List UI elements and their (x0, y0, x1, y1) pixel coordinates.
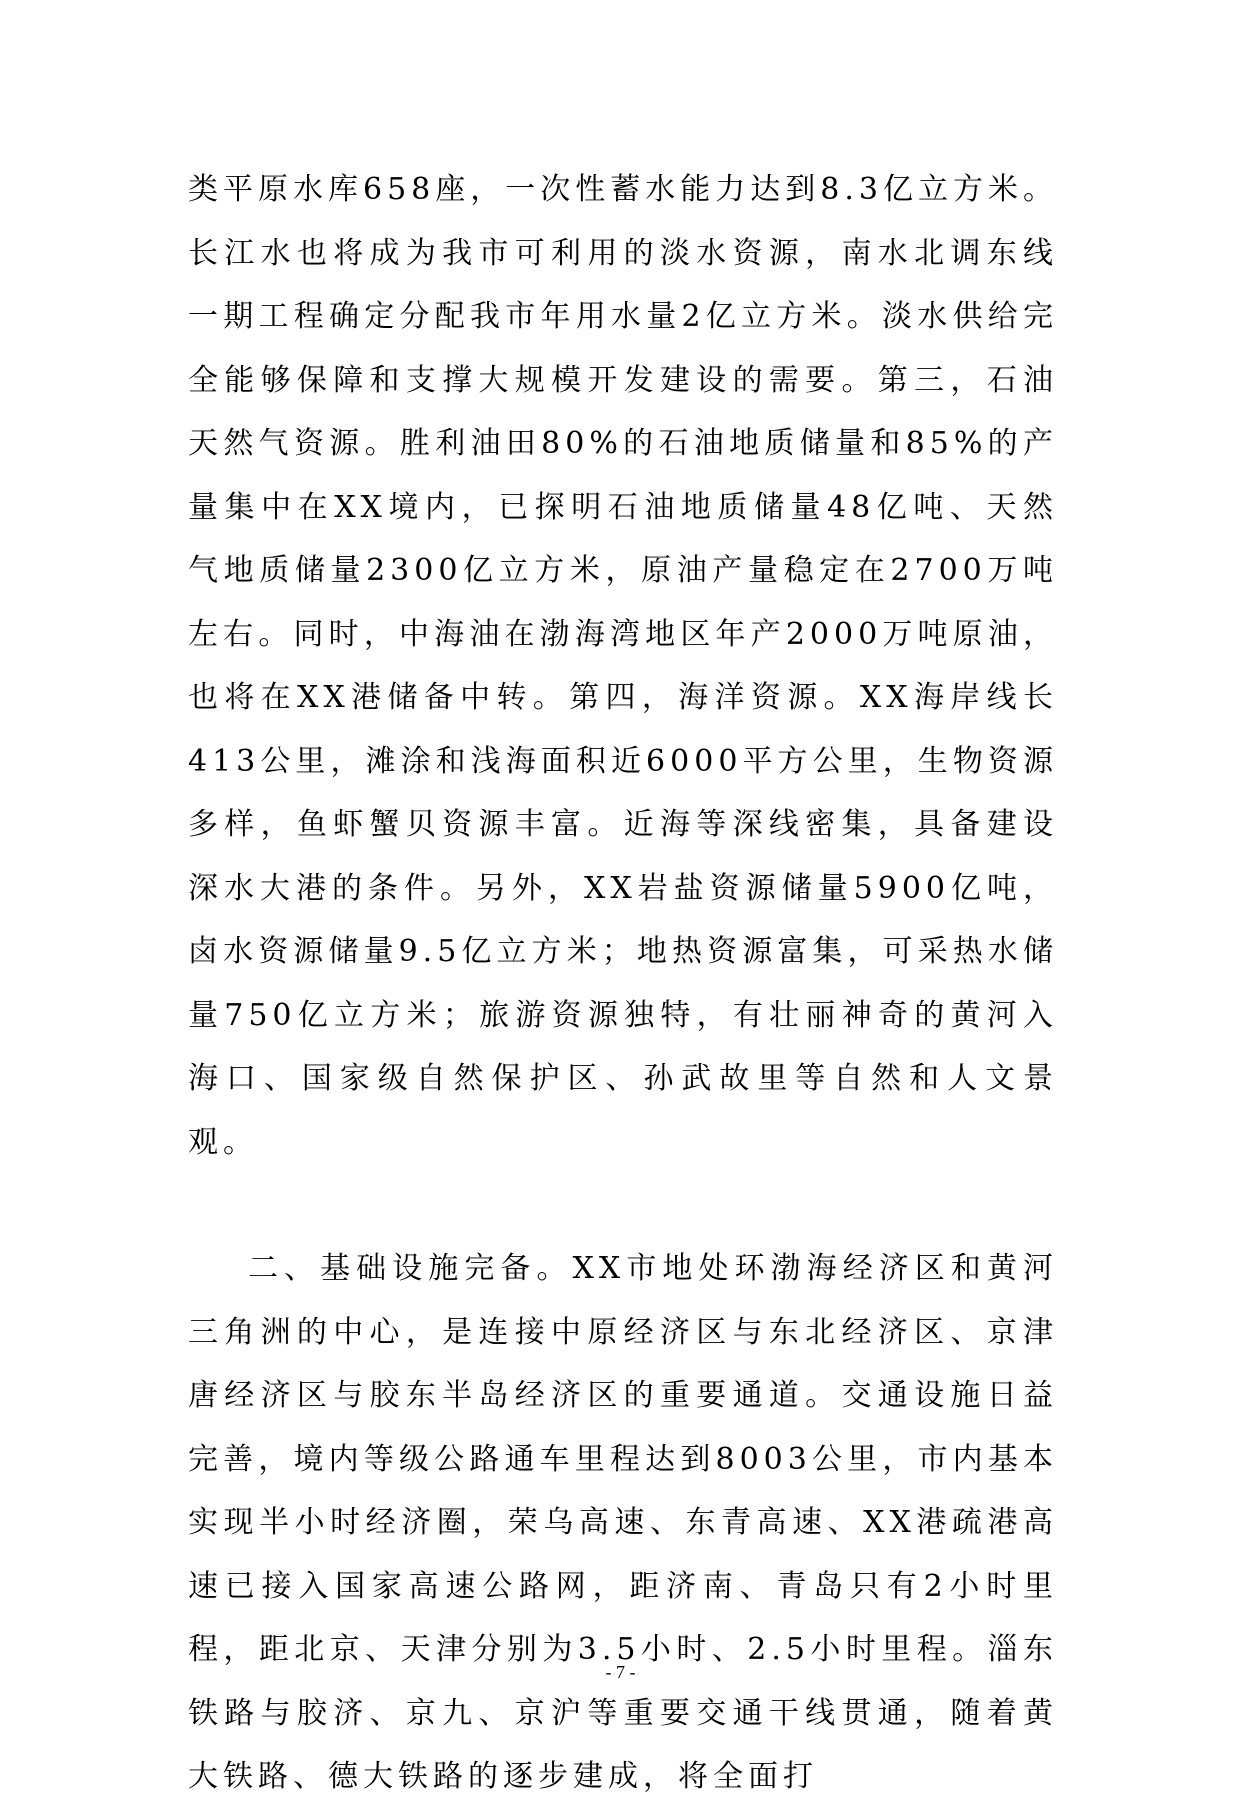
body-text (188, 158, 1058, 1809)
paragraph-infrastructure: 二、基础设施完备。XX市地处环渤海经济区和黄河三角洲的中心，是连接中原经济区与东北经济区、京津唐经济区与胶东半岛经济区的重要通道。交通设施日益完善，境内等级公路通车里程达到8003公里，市内基本实现半小时经济圈，荣乌高速、东青高速、XX港疏港高速已接入国家高速公路网，距济南、青岛只有2小时里程，距北京、天津分别为3.5小时、2.5小时里程。淄东铁路与胶济、京九、京沪等重要交通干线贯通，随着黄大铁路、德大铁路的逐步建成，将全面打 (188, 1251, 1058, 1794)
paragraph-spacer (188, 1174, 1058, 1237)
page-number: - 7 - (605, 1662, 636, 1682)
paragraph-resources: 类平原水库658座，一次性蓄水能力达到8.3亿立方米。长江水也将成为我市可利用的淡水资源，南水北调东线一期工程确定分配我市年用水量2亿立方米。淡水供给完全能够保障和支撑大规模开发建设的需要。第三，石油天然气资源。胜利油田80%的石油地质储量和85%的产量集中在XX境内，已探明石油地质储量48亿吨、天然气地质储量2300亿立方米，原油产量稳定在2700万吨左右。同时，中海油在渤海湾地区年产2000万吨原油，也将在XX港储备中转。第四，海洋资源。XX海岸线长413公里，滩涂和浅海面积近6000平方公里，生物资源多样，鱼虾蟹贝资源丰富。近海等深线密集，具备建设深水大港的条件。另外，XX岩盐资源储量5900亿吨，卤水资源储量9.5亿立方米；地热资源富集，可采热水储量750亿立方米；旅游资源独特，有壮丽神奇的黄河入海口、国家级自然保护区、孙武故里等自然和人文景观。 (188, 172, 1058, 1160)
